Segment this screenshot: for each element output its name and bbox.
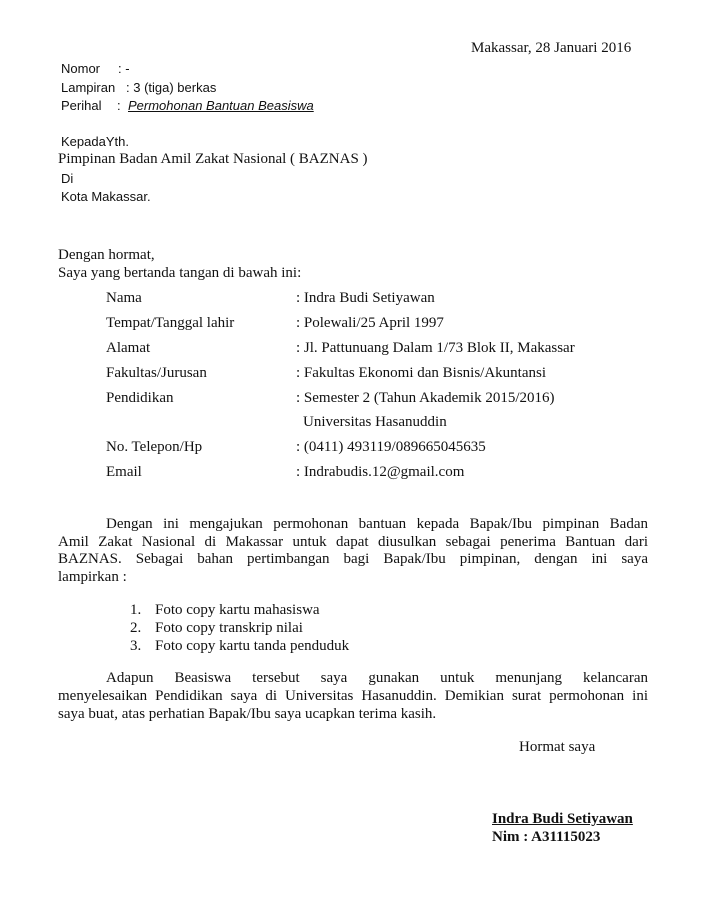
perihal-colon: : [117, 98, 121, 113]
paragraph-line: BAZNAS. Sebagai bahan pertimbangan bagi Bapak/Ibu pimpinan, dengan ini saya [58, 551, 648, 567]
identity-label: Nama [106, 290, 142, 306]
identity-value: : Polewali/25 April 1997 [296, 315, 444, 331]
list-number: 1. [130, 602, 142, 618]
identity-value: : (0411) 493119/089665045635 [296, 439, 486, 455]
identity-value: : Indrabudis.12@gmail.com [296, 464, 465, 480]
identity-value: : Fakultas Ekonomi dan Bisnis/Akuntansi [296, 365, 546, 381]
list-item [130, 638, 350, 655]
paragraph-line: Dengan ini mengajukan permohonan bantuan kepada Bapak/Ibu pimpinan Badan [106, 516, 648, 532]
list-text: Foto copy kartu mahasiswa [155, 602, 320, 618]
identity-value: : Semester 2 (Tahun Akademik 2015/2016) [296, 390, 555, 406]
identity-value: : Jl. Pattunuang Dalam 1/73 Blok II, Makassar [296, 340, 575, 356]
list-number: 2. [130, 620, 142, 636]
identity-label: Tempat/Tanggal lahir [106, 315, 235, 331]
list-number: 3. [130, 638, 142, 654]
paragraph-line: Amil Zakat Nasional di Makassar untuk dapat diusulkan sebagai penerima Bantuan dari [58, 534, 648, 550]
list-text: Foto copy transkrip nilai [155, 620, 303, 636]
signer-name: Indra Budi Setiyawan [492, 811, 633, 827]
recipient-line1: KepadaYth. [61, 134, 129, 149]
recipient-line3: Di [61, 171, 74, 186]
recipient-line2: Pimpinan Badan Amil Zakat Nasional ( BAZNAS ) [58, 151, 368, 167]
identity-value: : Indra Budi Setiyawan [296, 290, 435, 306]
list-text: Foto copy kartu tanda penduduk [155, 638, 350, 654]
nomor-value: : - [118, 61, 130, 76]
recipient-line4: Kota Makassar. [61, 189, 151, 204]
paragraph-line: menyelesaikan Pendidikan saya di Universitas Hasanuddin. Demikian surat permohonan ini [58, 688, 648, 704]
paragraph-line: lampirkan : [58, 569, 127, 585]
perihal-label: Perihal [61, 98, 102, 113]
signer-nim: Nim : A31115023 [492, 829, 601, 845]
greeting: Dengan hormat, [58, 247, 155, 263]
identity-value: Universitas Hasanuddin [303, 414, 447, 430]
list-item [130, 602, 320, 619]
place-date: Makassar, 28 Januari 2016 [471, 40, 632, 56]
perihal-value: Permohonan Bantuan Beasiswa [128, 98, 314, 113]
identity-label: Pendidikan [106, 390, 174, 406]
identity-label: Fakultas/Jurusan [106, 365, 207, 381]
identity-label: Alamat [106, 340, 151, 356]
paragraph-line: saya buat, atas perhatian Bapak/Ibu saya ucapkan terima kasih. [58, 706, 437, 722]
list-item [130, 620, 303, 637]
paragraph-line: Adapun Beasiswa tersebut saya gunakan untuk menunjang kelancaran [106, 670, 648, 686]
intro: Saya yang bertanda tangan di bawah ini: [58, 265, 302, 281]
identity-label: Email [106, 464, 142, 480]
closing-salutation: Hormat saya [519, 739, 596, 755]
lampiran-label: Lampiran [61, 80, 116, 95]
nomor-label: Nomor [61, 61, 101, 76]
identity-label: No. Telepon/Hp [106, 439, 203, 455]
lampiran-value: : 3 (tiga) berkas [126, 80, 217, 95]
